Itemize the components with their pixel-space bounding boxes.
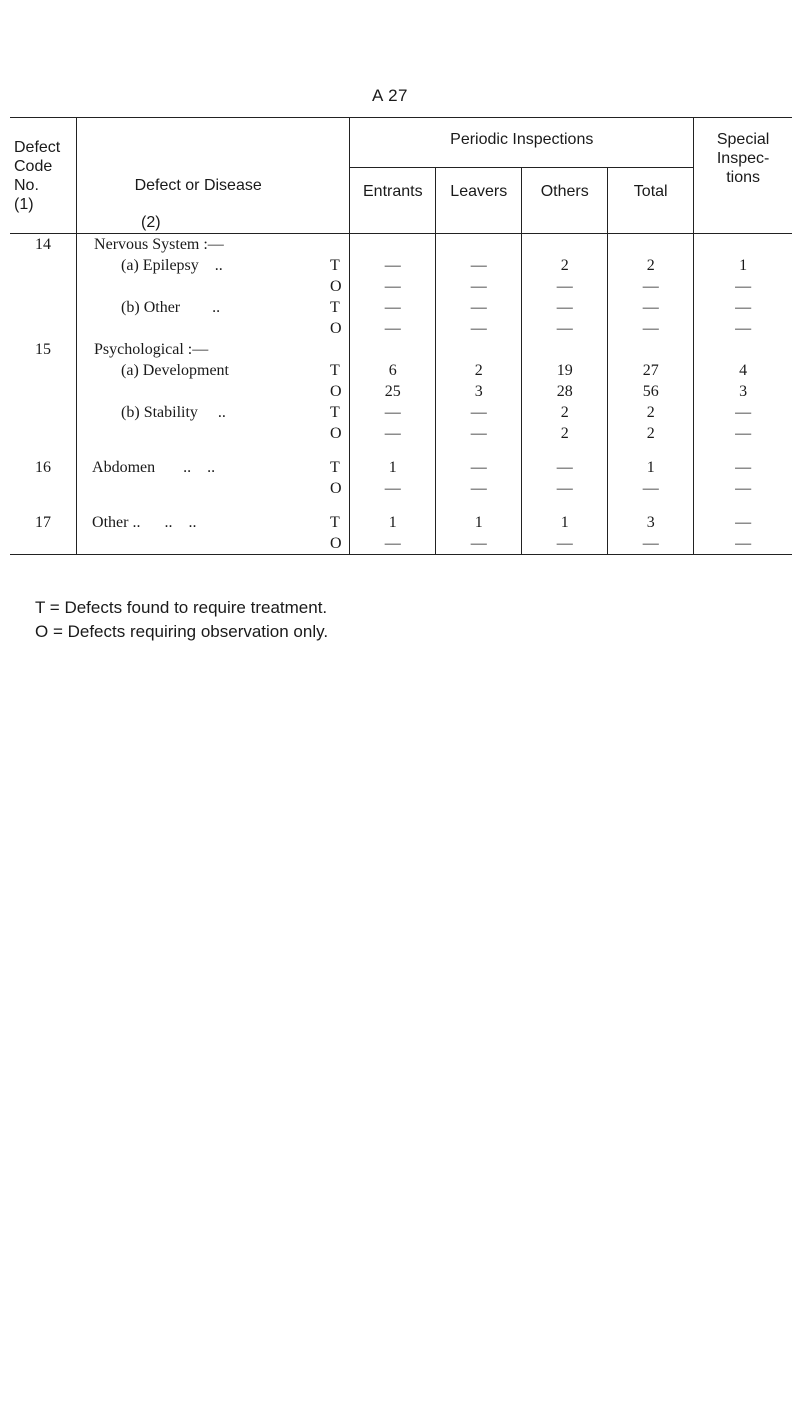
header-others: Others (522, 168, 608, 234)
header-code-line: (1) (14, 196, 34, 213)
table-row (10, 318, 792, 339)
treatment-observation-indicator: T (330, 459, 340, 476)
cell-total (608, 234, 694, 256)
cell-defect-code (10, 297, 77, 318)
header-special-line: Special (716, 131, 770, 148)
row-spacer (10, 499, 792, 512)
cell-defect-or-disease (77, 339, 350, 360)
table-row (10, 339, 792, 360)
cell-defect-code (10, 255, 77, 276)
cell-defect-code (10, 478, 77, 499)
cell-others (522, 234, 608, 256)
header-total: Total (608, 168, 694, 234)
cell-special-inspections: — (735, 278, 752, 295)
cell-special-inspections: — (735, 425, 752, 442)
page-number: A 27 (371, 86, 409, 105)
cell-defect-code (10, 318, 77, 339)
cell-special-inspections (694, 339, 792, 360)
cell-total: 27 (608, 360, 694, 381)
cell-special-inspections: — (735, 320, 752, 337)
cell-total: 1 (608, 457, 694, 478)
header-leavers: Leavers (436, 168, 522, 234)
cell-leavers: — (436, 402, 522, 423)
cell-defect-code (10, 533, 77, 555)
treatment-observation-indicator: O (330, 278, 342, 295)
cell-special-inspections: 3 (739, 383, 748, 400)
cell-defect-or-disease (77, 533, 350, 555)
cell-total: — (608, 318, 694, 339)
cell-defect-code: 15 (10, 339, 77, 360)
cell-others: 2 (522, 402, 608, 423)
cell-special-inspections: — (735, 514, 752, 531)
table-row (10, 533, 792, 555)
header-disease-column-number: (2) (141, 214, 161, 231)
disease-label: Other .. .. .. (92, 514, 197, 531)
legend (35, 596, 328, 644)
treatment-observation-indicator: O (330, 383, 342, 400)
cell-entrants: 6 (350, 360, 436, 381)
cell-defect-code (10, 360, 77, 381)
cell-entrants: — (350, 533, 436, 555)
cell-entrants (350, 234, 436, 256)
cell-defect-or-disease (77, 381, 350, 402)
cell-leavers: — (436, 255, 522, 276)
cell-others: — (522, 297, 608, 318)
cell-special-inspections: 1 (739, 257, 748, 274)
cell-others: — (522, 457, 608, 478)
cell-total: 56 (608, 381, 694, 402)
cell-defect-or-disease (77, 478, 350, 499)
cell-entrants: 1 (350, 457, 436, 478)
cell-defect-or-disease (77, 360, 350, 381)
cell-others: 28 (522, 381, 608, 402)
cell-total: 2 (608, 423, 694, 444)
treatment-observation-indicator: T (330, 404, 340, 421)
table-row (10, 276, 792, 297)
disease-label: (b) Stability .. (121, 404, 226, 421)
disease-label: (a) Epilepsy .. (121, 257, 223, 274)
cell-others (522, 339, 608, 360)
table-row (10, 381, 792, 402)
table-row (10, 255, 792, 276)
cell-leavers: — (436, 276, 522, 297)
cell-entrants: 25 (350, 381, 436, 402)
cell-special-inspections: — (735, 299, 752, 316)
cell-leavers: 2 (436, 360, 522, 381)
table-row (10, 234, 792, 256)
cell-total: 2 (608, 402, 694, 423)
table-body (10, 234, 792, 555)
disease-label: Abdomen .. .. (92, 459, 216, 476)
cell-entrants: — (350, 318, 436, 339)
treatment-observation-indicator: O (330, 425, 342, 442)
treatment-observation-indicator: T (330, 299, 340, 316)
cell-entrants: — (350, 276, 436, 297)
disease-label: (b) Other .. (121, 299, 221, 316)
cell-leavers: — (436, 478, 522, 499)
cell-leavers: 3 (436, 381, 522, 402)
cell-defect-or-disease (77, 402, 350, 423)
cell-total: 2 (608, 255, 694, 276)
cell-total: — (608, 478, 694, 499)
cell-total: 3 (608, 512, 694, 533)
treatment-observation-indicator: T (330, 362, 340, 379)
row-spacer (10, 444, 792, 457)
cell-others: 2 (522, 255, 608, 276)
cell-defect-code: 14 (10, 234, 77, 256)
table-row (10, 297, 792, 318)
header-periodic-inspections: Periodic Inspections (350, 118, 694, 168)
cell-leavers: 1 (436, 512, 522, 533)
cell-entrants: — (350, 297, 436, 318)
cell-leavers: — (436, 533, 522, 555)
disease-label: (a) Development (121, 362, 229, 379)
header-special-line: tions (726, 169, 760, 186)
cell-entrants: 1 (350, 512, 436, 533)
treatment-observation-indicator: T (330, 514, 340, 531)
cell-defect-code (10, 402, 77, 423)
cell-others: — (522, 318, 608, 339)
legend-observation: O = Defects requiring observation only. (35, 622, 329, 641)
header-code-line: Code (14, 158, 53, 175)
legend-treatment: T = Defects found to require treatment. (35, 598, 328, 617)
treatment-observation-indicator: T (330, 257, 340, 274)
cell-leavers (436, 234, 522, 256)
cell-leavers: — (436, 423, 522, 444)
cell-defect-or-disease (77, 255, 350, 276)
cell-defect-code (10, 276, 77, 297)
disease-label: Psychological :— (94, 341, 209, 358)
cell-leavers: — (436, 297, 522, 318)
cell-others: 2 (522, 423, 608, 444)
header-special-inspections (694, 118, 792, 234)
cell-defect-code (10, 423, 77, 444)
treatment-observation-indicator: O (330, 320, 342, 337)
table-row (10, 423, 792, 444)
cell-others: 19 (522, 360, 608, 381)
treatment-observation-indicator: O (330, 535, 342, 552)
cell-special-inspections: 4 (739, 362, 748, 379)
cell-entrants: — (350, 255, 436, 276)
table-row (10, 402, 792, 423)
table-row (10, 457, 792, 478)
cell-others: — (522, 478, 608, 499)
cell-others: — (522, 533, 608, 555)
header-code-line: Defect (14, 139, 61, 156)
cell-total: — (608, 297, 694, 318)
cell-entrants: — (350, 402, 436, 423)
cell-total (608, 339, 694, 360)
treatment-observation-indicator: O (330, 480, 342, 497)
cell-defect-code (10, 381, 77, 402)
cell-special-inspections (694, 234, 792, 256)
cell-defect-or-disease (77, 512, 350, 533)
disease-label: Nervous System :— (94, 236, 224, 253)
header-defect-or-disease (77, 118, 350, 234)
cell-defect-or-disease (77, 318, 350, 339)
cell-defect-or-disease (77, 297, 350, 318)
cell-others: — (522, 276, 608, 297)
defects-table-container (10, 117, 792, 555)
cell-entrants: — (350, 423, 436, 444)
header-code-line: No. (14, 177, 39, 194)
cell-leavers (436, 339, 522, 360)
cell-defect-or-disease (77, 457, 350, 478)
cell-special-inspections: — (735, 459, 752, 476)
cell-special-inspections: — (735, 404, 752, 421)
cell-defect-or-disease (77, 423, 350, 444)
table-header (10, 118, 792, 234)
cell-defect-or-disease (77, 234, 350, 256)
header-defect-code (10, 118, 77, 234)
header-entrants: Entrants (350, 168, 436, 234)
table-row (10, 478, 792, 499)
cell-entrants: — (350, 478, 436, 499)
defects-table (10, 117, 792, 555)
cell-defect-or-disease (77, 276, 350, 297)
cell-special-inspections: — (694, 533, 792, 555)
cell-defect-code: 16 (10, 457, 77, 478)
cell-total: — (608, 533, 694, 555)
table-row (10, 360, 792, 381)
header-disease-title: Defect or Disease (134, 177, 262, 194)
cell-others: 1 (522, 512, 608, 533)
header-special-line: Inspec- (716, 150, 770, 167)
table-row (10, 512, 792, 533)
cell-leavers: — (436, 318, 522, 339)
cell-leavers: — (436, 457, 522, 478)
cell-special-inspections: — (735, 480, 752, 497)
cell-defect-code: 17 (10, 512, 77, 533)
cell-entrants (350, 339, 436, 360)
cell-total: — (608, 276, 694, 297)
